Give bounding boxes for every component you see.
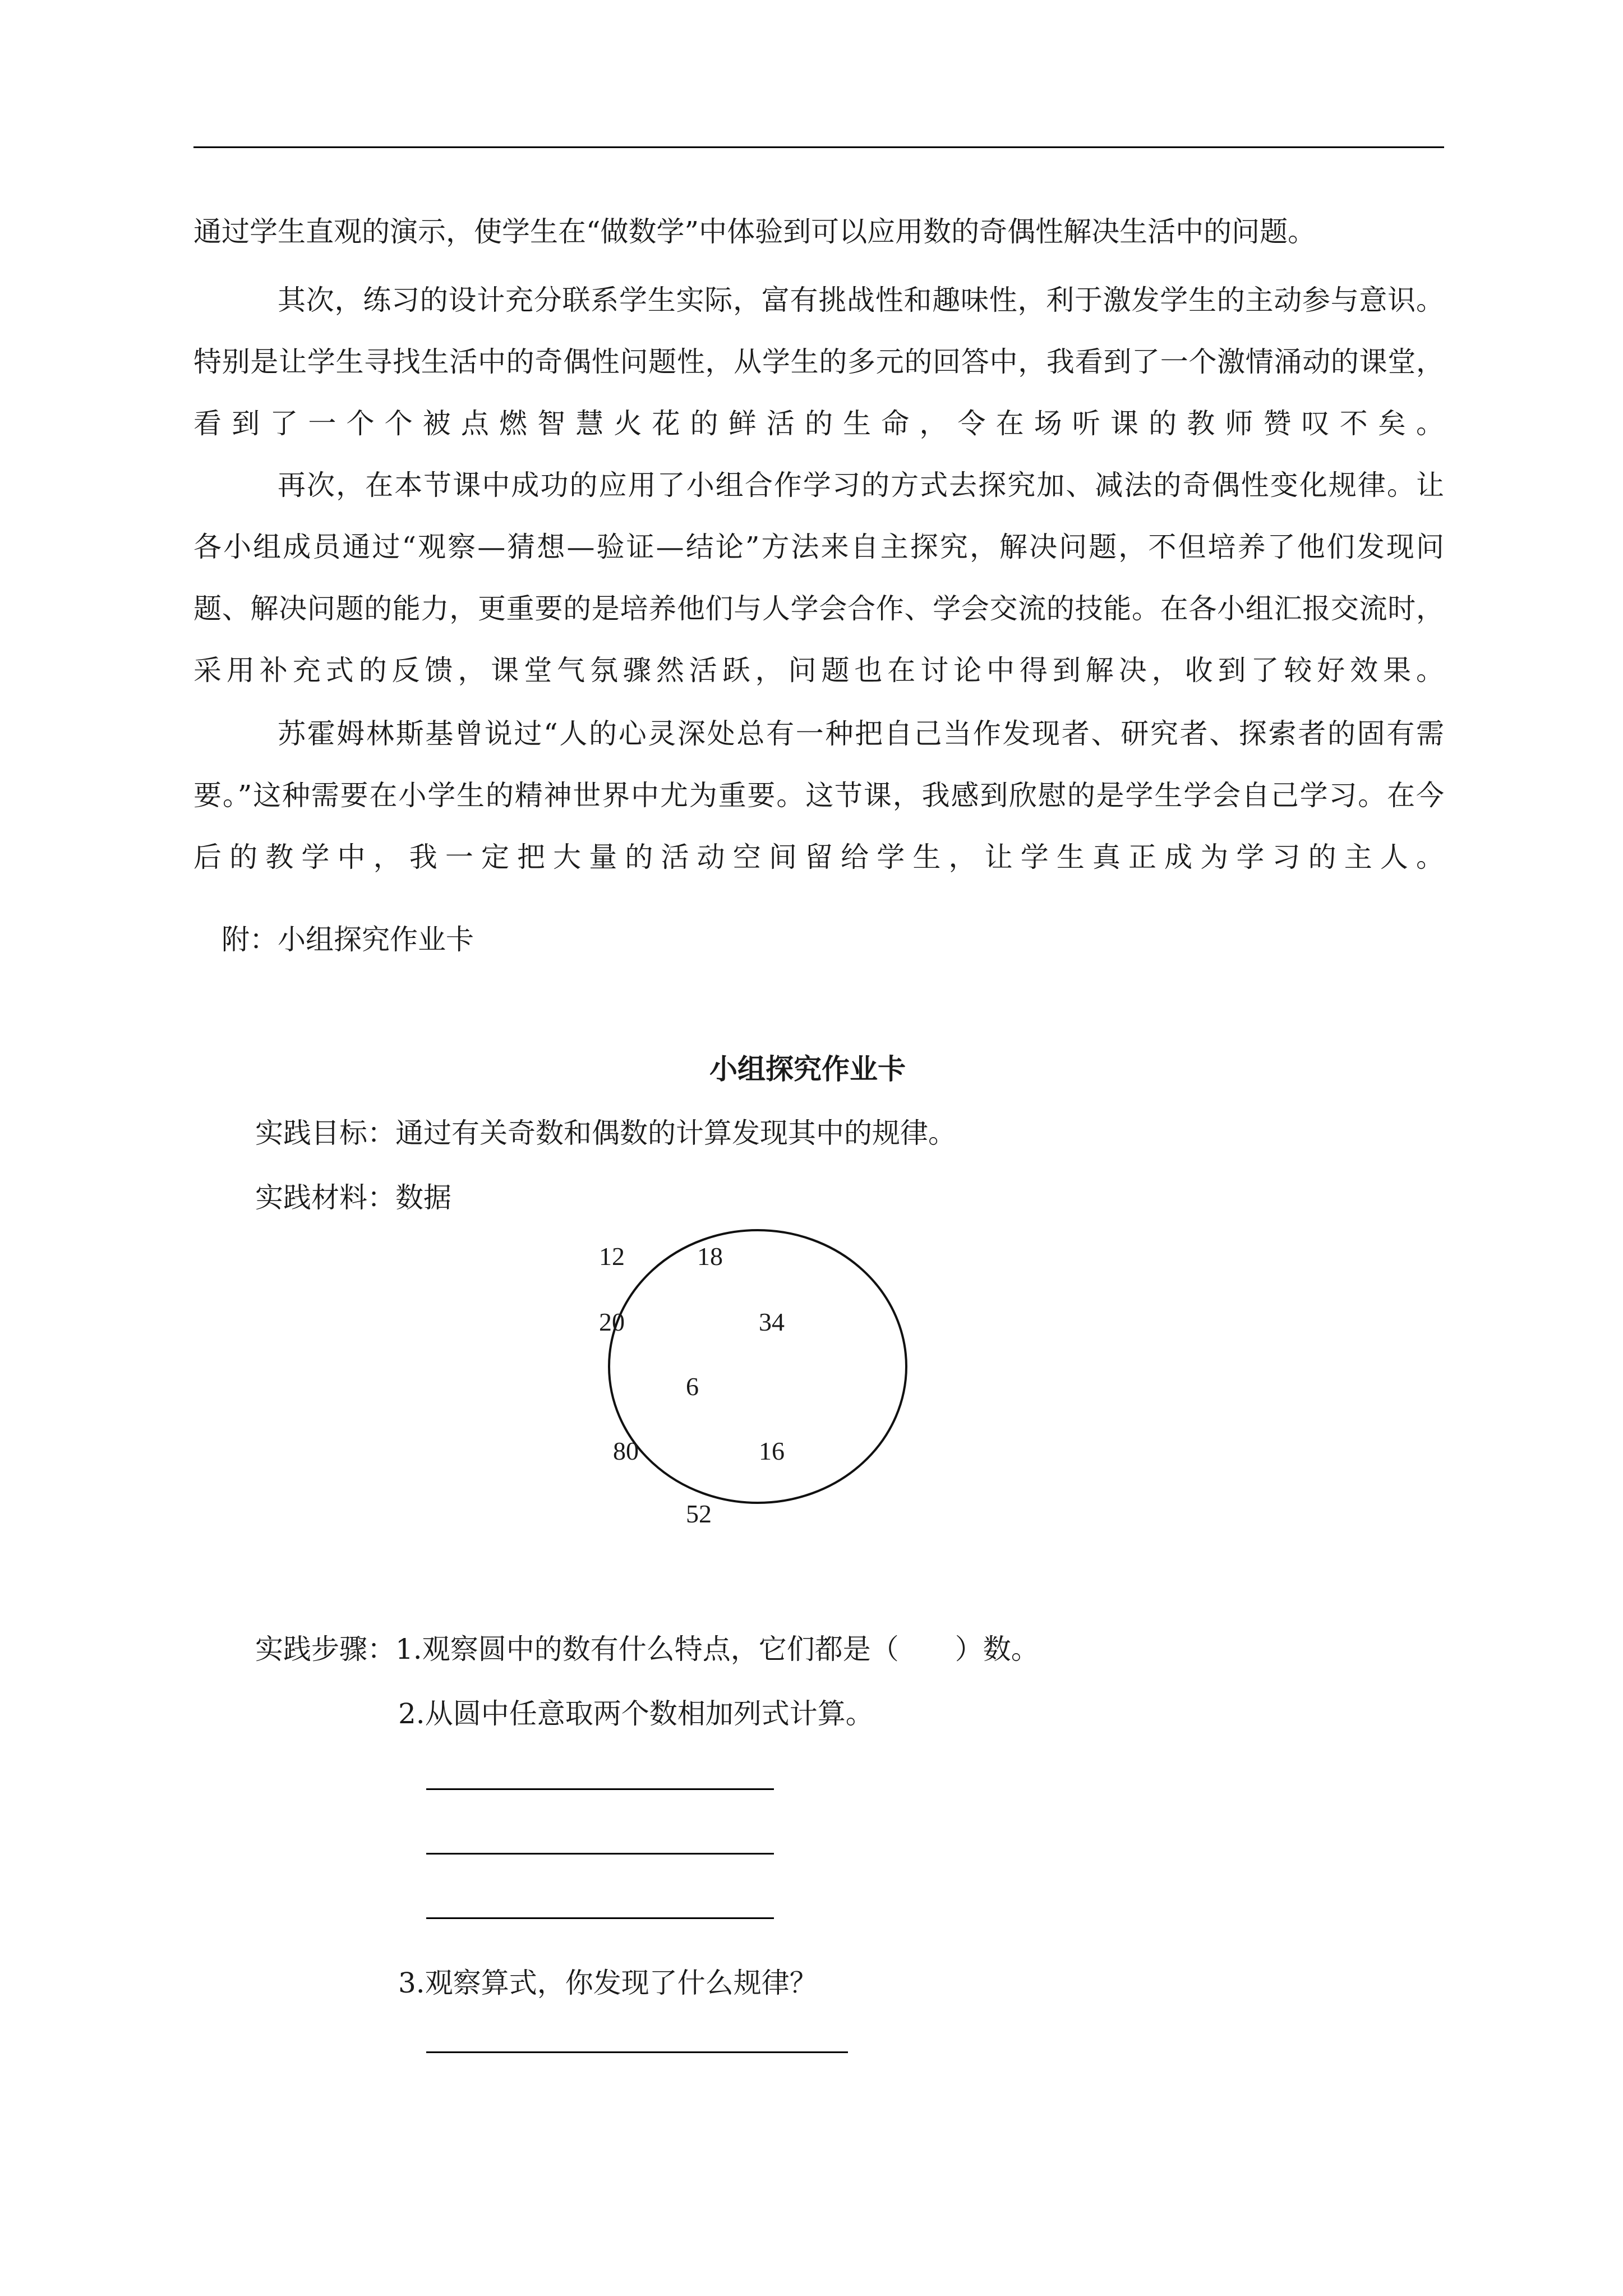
paragraph-3-line-3: 题、解决问题的能力，更重要的是培养他们与人学会合作、学会交流的技能。在各小组汇报交流时， [193,592,1444,625]
header-rule [193,146,1444,148]
step-3: 3.观察算式，你发现了什么规律？ [398,1967,818,1999]
answer-line-4[interactable] [426,2051,848,2053]
circle-number-6: 6 [686,1372,699,1401]
paragraph-4-line-2: 要。”这种需要在小学生的精神世界中尤为重要。这节课，我感到欣慰的是学生学会自己学习。在今 [193,779,1444,812]
card-title: 小组探究作业卡 [709,1053,906,1085]
paragraph-4 [193,703,1444,888]
paragraph-4-line-1: 苏霍姆林斯基曾说过“人的心灵深处总有一种把自己当作发现者、研究者、探索者的固有需 [278,717,1444,750]
answer-line-3[interactable] [426,1917,774,1919]
paragraph-3-line-1: 再次，在本节课中成功的应用了小组合作学习的方式去探究加、减法的奇偶性变化规律。让 [278,469,1444,501]
circle-number-80: 80 [613,1437,639,1465]
answer-line-2[interactable] [426,1853,774,1855]
answer-line-1[interactable] [426,1788,774,1790]
paragraph-2-line-3: 看到了一个个被点燃智慧火花的鲜活的生命，令在场听课的教师赞叹不矣。 [193,407,1444,440]
step-2: 2.从圆中任意取两个数相加列式计算。 [398,1697,874,1730]
paragraph-3-line-4: 采用补充式的反馈，课堂气氛骤然活跃，问题也在讨论中得到解决，收到了较好效果。 [193,654,1444,687]
step-1: 实践步骤：1.观察圆中的数有什么特点，它们都是（ ）数。 [255,1633,1039,1665]
paragraph-2-line-1: 其次，练习的设计充分联系学生实际，富有挑战性和趣味性，利于激发学生的主动参与意识。 [278,284,1444,316]
circle-number-52: 52 [686,1499,712,1528]
paragraph-1: 通过学生直观的演示，使学生在“做数学”中体验到可以应用数的奇偶性解决生活中的问题。 [193,215,1316,248]
appendix-label: 附：小组探究作业卡 [222,923,474,956]
practice-goal: 实践目标：通过有关奇数和偶数的计算发现其中的规律。 [255,1117,956,1149]
circle-number-18: 18 [697,1242,723,1271]
practice-material: 实践材料：数据 [255,1181,451,1214]
paragraph-2 [193,269,1444,454]
paragraph-3 [193,454,1444,701]
circle-number-34: 34 [759,1308,785,1336]
paragraph-3-line-2: 各小组成员通过“观察—猜想—验证—结论”方法来自主探究，解决问题，不但培养了他们发现问 [193,531,1444,563]
circle-number-12: 12 [599,1242,625,1271]
number-circle-diagram [606,1217,920,1531]
circle-number-16: 16 [759,1437,785,1465]
paragraph-4-line-3: 后的教学中，我一定把大量的活动空间留给学生，让学生真正成为学习的主人。 [193,841,1444,873]
number-circle [609,1230,906,1503]
circle-number-20: 20 [599,1308,625,1336]
paragraph-2-line-2: 特别是让学生寻找生活中的奇偶性问题性，从学生的多元的回答中，我看到了一个激情涌动的课堂， [193,346,1444,378]
